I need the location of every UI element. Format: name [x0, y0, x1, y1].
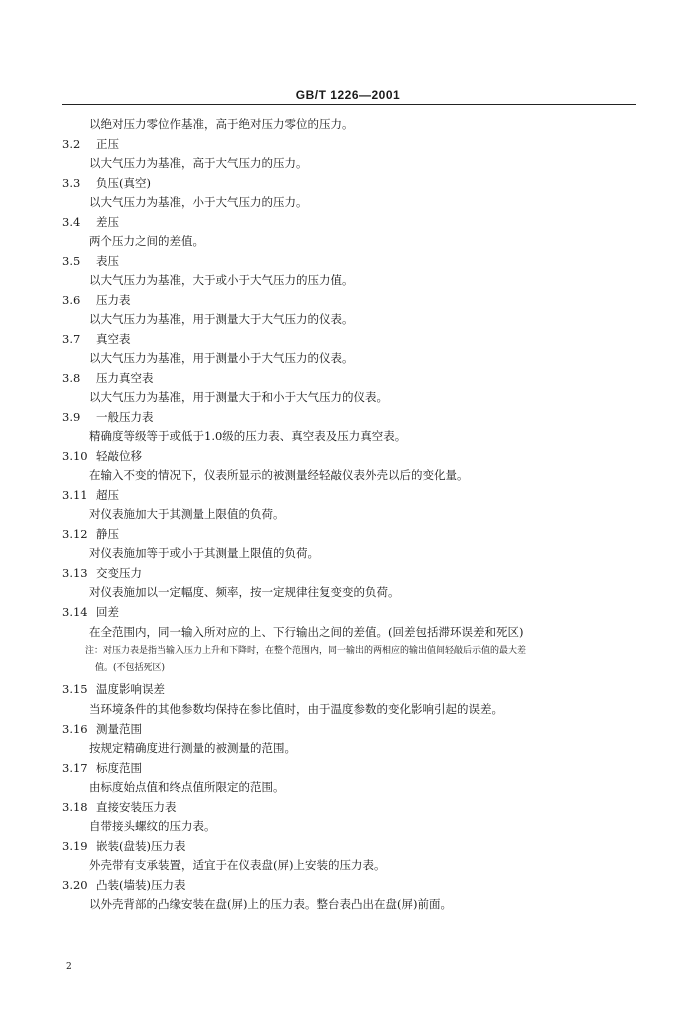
term-number: 3.3: [62, 176, 81, 190]
header-rule: [62, 104, 636, 105]
term-definition: 以大气压力为基准，大于或小于大气压力的压力值。: [89, 273, 354, 287]
term-definition: 以大气压力为基准，高于大气压力的压力。: [89, 156, 308, 170]
term-title: 表压: [96, 254, 119, 268]
term-number: 3.4: [62, 215, 81, 229]
term-definition: 精确度等级等于或低于1.0级的压力表、真空表及压力真空表。: [89, 429, 407, 443]
term-title: 负压(真空): [96, 176, 151, 190]
note-text-continued: 值。(不包括死区): [95, 663, 166, 673]
term-number: 3.18: [62, 800, 88, 814]
term-number: 3.10: [62, 449, 88, 463]
term-number: 3.5: [62, 254, 81, 268]
term-number: 3.20: [62, 878, 88, 892]
term-definition: 自带接头螺纹的压力表。: [89, 819, 216, 833]
intro-text: 以绝对压力零位作基准，高于绝对压力零位的压力。: [89, 117, 354, 131]
term-definition: 当环境条件的其他参数均保持在参比值时，由于温度参数的变化影响引起的误差。: [89, 702, 503, 716]
term-title: 压力真空表: [96, 371, 154, 385]
term-title: 一般压力表: [96, 410, 154, 424]
term-title: 测量范围: [96, 722, 142, 736]
term-number: 3.7: [62, 332, 81, 346]
term-definition: 对仪表施加等于或小于其测量上限值的负荷。: [89, 546, 319, 560]
page-header: GB/T 1226—2001: [295, 88, 401, 102]
term-number: 3.13: [62, 566, 88, 580]
term-title: 交变压力: [96, 566, 142, 580]
term-definition: 以大气压力为基准，用于测量大于大气压力的仪表。: [89, 312, 354, 326]
term-title: 静压: [96, 527, 119, 541]
term-title: 直接安装压力表: [96, 800, 177, 814]
term-title: 温度影响误差: [96, 682, 165, 696]
term-number: 3.6: [62, 293, 81, 307]
term-title: 凸装(墙装)压力表: [96, 878, 186, 892]
term-title: 轻敲位移: [96, 449, 142, 463]
term-definition: 对仪表施加以一定幅度、频率，按一定规律往复变变的负荷。: [89, 585, 400, 599]
term-number: 3.2: [62, 137, 81, 151]
term-definition: 按规定精确度进行测量的被测量的范围。: [89, 741, 296, 755]
term-definition: 两个压力之间的差值。: [89, 234, 204, 248]
term-title: 超压: [96, 488, 119, 502]
term-number: 3.11: [62, 488, 88, 502]
term-definition: 在输入不变的情况下，仪表所显示的被测量经轻敲仪表外壳以后的变化量。: [89, 468, 469, 482]
term-number: 3.9: [62, 410, 81, 424]
term-title: 压力表: [96, 293, 131, 307]
term-definition: 以大气压力为基准，用于测量大于和小于大气压力的仪表。: [89, 390, 388, 404]
term-definition: 外壳带有支承装置，适宜于在仪表盘(屏)上安装的压力表。: [89, 858, 386, 872]
term-number: 3.14: [62, 605, 88, 619]
term-title: 正压: [96, 137, 119, 151]
term-number: 3.15: [62, 682, 88, 696]
term-number: 3.17: [62, 761, 88, 775]
term-definition: 以外壳背部的凸缘安装在盘(屏)上的压力表。整台表凸出在盘(屏)前面。: [89, 897, 452, 911]
note-text: 注：对压力表是指当输入压力上升和下降时，在整个范围内，同一输出的两相应的输出值间轻敲后示值的最大差: [85, 646, 527, 656]
term-number: 3.8: [62, 371, 81, 385]
page-number: 2: [66, 962, 72, 972]
term-number: 3.16: [62, 722, 88, 736]
term-title: 嵌装(盘装)压力表: [96, 839, 186, 853]
term-number: 3.12: [62, 527, 88, 541]
term-definition: 以大气压力为基准，小于大气压力的压力。: [89, 195, 308, 209]
term-title: 回差: [96, 605, 119, 619]
term-number: 3.19: [62, 839, 88, 853]
term-definition: 以大气压力为基准，用于测量小于大气压力的仪表。: [89, 351, 354, 365]
term-title: 标度范围: [96, 761, 142, 775]
term-definition: 对仪表施加大于其测量上限值的负荷。: [89, 507, 285, 521]
term-definition: 在全范围内，同一输入所对应的上、下行输出之间的差值。(回差包括滞环误差和死区): [89, 625, 524, 639]
term-title: 差压: [96, 215, 119, 229]
term-title: 真空表: [96, 332, 131, 346]
term-definition: 由标度始点值和终点值所限定的范围。: [89, 780, 285, 794]
